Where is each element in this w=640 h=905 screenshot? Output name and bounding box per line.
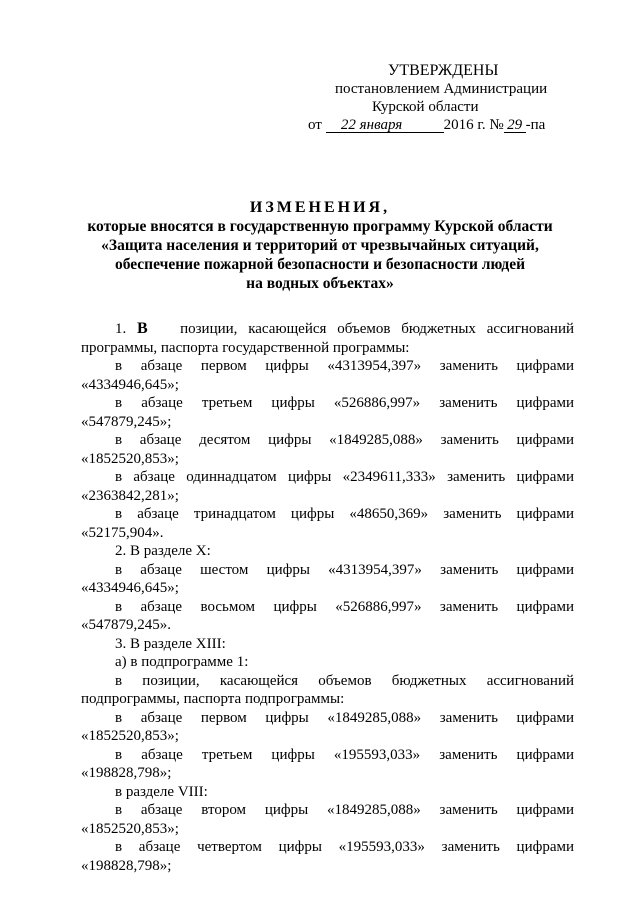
list-item: в абзаце шестом цифры «4313954,397» заменить цифрами — [115, 561, 574, 578]
list-item-cont: «1852520,853»; — [81, 728, 179, 744]
paragraph-3a-section: в разделе VIII: — [115, 783, 208, 800]
title-line-4: на водных объектах» — [246, 275, 394, 292]
title-line-1: которые вносятся в государственную программу Курской области — [87, 218, 553, 235]
list-item: в абзаце десятом цифры «1849285,088» заменить цифрами — [115, 432, 574, 448]
title-word: ИЗМЕНЕНИЯ, — [249, 199, 391, 216]
list-item-cont: «547879,245». — [81, 617, 171, 633]
number-suffix: -па — [525, 117, 546, 133]
list-item-cont: «52175,904». — [81, 524, 164, 541]
list-item: в абзаце третьем цифры «195593,033» заменить цифрами — [115, 746, 574, 763]
paragraph-3a-position-cont: подпрограммы, паспорта подпрограммы: — [81, 691, 345, 707]
year-text: 2016 г. № — [443, 117, 504, 133]
approval-heading: УТВЕРЖДЕНЫ — [388, 62, 499, 79]
title-line-3: обеспечение пожарной безопасности и безопасности людей — [114, 256, 526, 273]
list-item-cont: «4334946,645»; — [81, 376, 179, 393]
paragraph-3a-position: в позиции, касающейся объемов бюджетных ассигнований — [115, 672, 574, 689]
list-item-cont: «198828,798»; — [81, 765, 172, 781]
items-list-4 — [81, 801, 574, 875]
list-item-cont: «2363842,281»; — [81, 487, 179, 504]
paragraph-2: 2. В разделе X: — [115, 543, 211, 559]
list-item: в абзаце первом цифры «4313954,397» заменить цифрами — [115, 358, 574, 374]
approval-stamp — [308, 62, 568, 134]
paragraph-1-cont: программы, паспорта государственной программы: — [81, 339, 410, 356]
list-item: в абзаце втором цифры «1849285,088» заменить цифрами — [115, 802, 574, 818]
list-item-cont: «547879,245»; — [81, 413, 172, 430]
items-list-3 — [81, 709, 574, 783]
paragraph-3a: а) в подпрограмме 1: — [115, 654, 249, 670]
list-item-cont: «1852520,853»; — [81, 450, 179, 467]
list-item-cont: «198828,798»; — [81, 857, 172, 874]
title-line-2: «Защита населения и территорий от чрезвычайных ситуаций, — [101, 237, 539, 254]
document-body — [81, 320, 574, 875]
list-item: в абзаце одиннадцатом цифры «2349611,333» заменить цифрами — [115, 469, 574, 485]
date-prefix: от — [308, 117, 322, 133]
approval-line-3: Курской области — [372, 99, 479, 115]
paragraph-text: позиции, касающейся объемов бюджетных ассигнований — [180, 321, 575, 337]
list-item: в абзаце первом цифры «1849285,088» заменить цифрами — [115, 709, 574, 726]
number-value: 29 — [504, 118, 526, 133]
list-item-cont: «4334946,645»; — [81, 580, 179, 596]
items-list-2 — [81, 561, 574, 635]
approval-line-2: постановлением Администрации — [335, 81, 548, 97]
list-item: в абзаце третьем цифры «526886,997» заменить цифрами — [115, 395, 574, 411]
paragraph-1 — [81, 320, 574, 339]
paragraph-number: 1. — [115, 321, 127, 337]
document-title — [75, 198, 565, 293]
list-item: в абзаце четвертом цифры «195593,033» заменить цифрами — [115, 839, 574, 855]
list-item: в абзаце тринадцатом цифры «48650,369» заменить цифрами — [115, 506, 574, 522]
paragraph-bold-word: В — [137, 320, 148, 337]
list-item: в абзаце восьмом цифры «526886,997» заменить цифрами — [115, 598, 574, 615]
list-item-cont: «1852520,853»; — [81, 820, 179, 837]
items-list-1 — [81, 357, 574, 542]
date-underline-gap — [418, 118, 444, 133]
paragraph-3: 3. В разделе XIII: — [115, 635, 226, 652]
approval-date-line — [308, 116, 568, 134]
date-value: 22 января — [326, 118, 418, 133]
